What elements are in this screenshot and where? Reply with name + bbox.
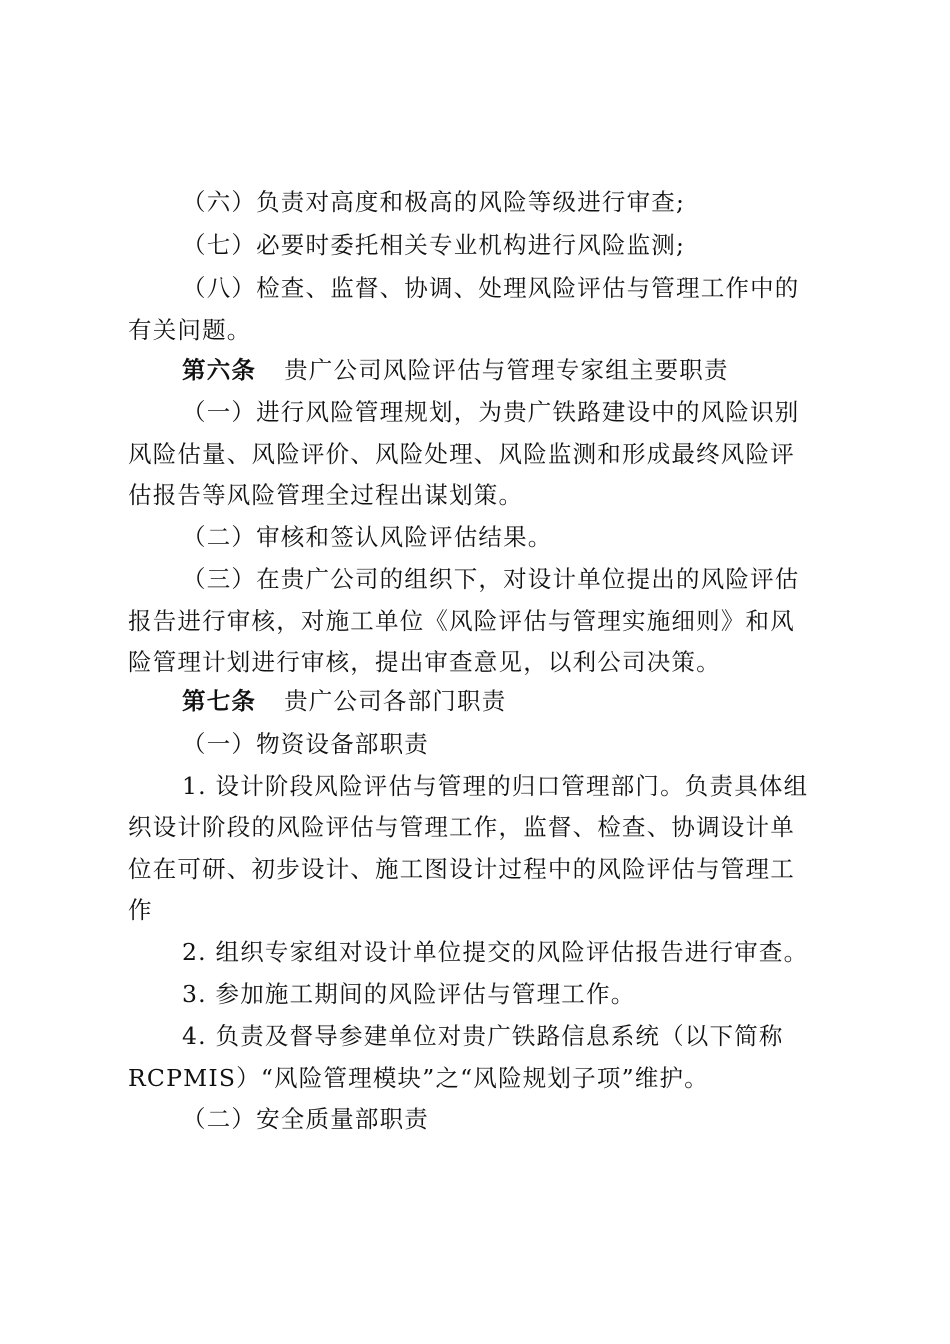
text-line: （一）进行风险管理规划，为贵广铁路建设中的风险识别 (182, 398, 800, 426)
text-line: 2. 组织专家组对设计单位提交的风险评估报告进行审查。 (182, 938, 809, 966)
text-line: 报告进行审核，对施工单位《风险评估与管理实施细则》和风 (128, 607, 795, 635)
text-line: （一）物资设备部职责 (182, 730, 429, 758)
text-line: 估报告等风险管理全过程出谋划策。 (128, 481, 524, 509)
text-line: （三）在贵广公司的组织下，对设计单位提出的风险评估 (182, 565, 800, 593)
text-line: （二）安全质量部职责 (182, 1105, 429, 1133)
text-line: RCPMIS）“风险管理模块”之“风险规划子项”维护。 (128, 1064, 709, 1092)
article-heading (182, 355, 729, 385)
text-line: （七）必要时委托相关专业机构进行风险监测; (182, 231, 686, 259)
text-line: 3. 参加施工期间的风险评估与管理工作。 (182, 980, 636, 1008)
text-line: 风险估量、风险评价、风险处理、风险监测和形成最终风险评 (128, 440, 795, 468)
text-line: 险管理计划进行审核，提出审查意见，以利公司决策。 (128, 648, 721, 676)
article-heading (182, 686, 506, 716)
text-line: 1. 设计阶段风险评估与管理的归口管理部门。负责具体组 (182, 772, 809, 800)
text-line: （八）检查、监督、协调、处理风险评估与管理工作中的 (182, 274, 800, 302)
text-line: 4. 负责及督导参建单位对贵广铁路信息系统（以下简称 (182, 1022, 784, 1050)
text-line: 作 (128, 896, 153, 924)
article-title: 贵广公司风险评估与管理专家组主要职责 (284, 356, 729, 384)
article-number: 第六条 (182, 356, 257, 384)
article-title: 贵广公司各部门职责 (284, 687, 507, 715)
text-line: （二）审核和签认风险评估结果。 (182, 523, 553, 551)
text-line: 位在可研、初步设计、施工图设计过程中的风险评估与管理工 (128, 855, 795, 883)
article-number: 第七条 (182, 687, 257, 715)
text-line: （六）负责对高度和极高的风险等级进行审查; (182, 188, 686, 216)
text-line: 有关问题。 (128, 316, 252, 344)
text-line: 织设计阶段的风险评估与管理工作，监督、检查、协调设计单 (128, 813, 795, 841)
